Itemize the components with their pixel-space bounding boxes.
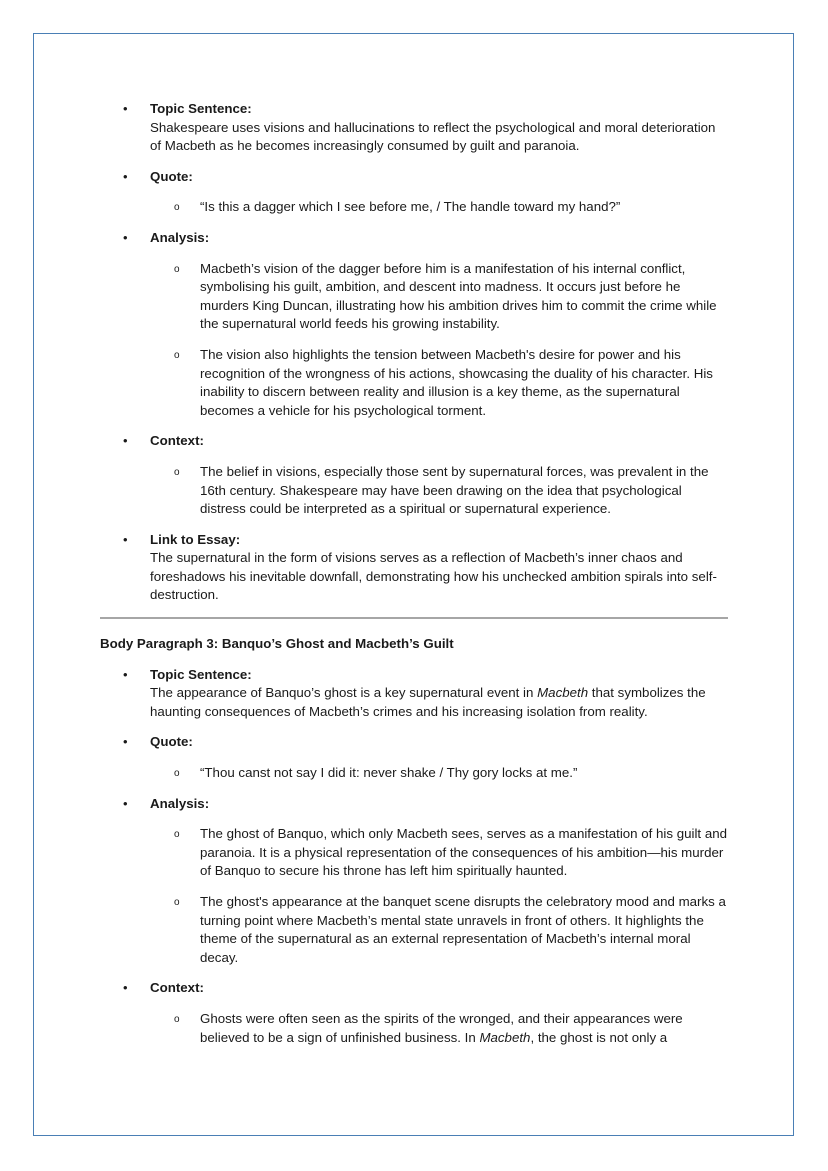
context-text: The belief in visions, especially those sent by supernatural forces, was prevalent in the 16th century. Shakespeare may have been drawing on the idea that psychological distress could be interpreted as a spiritual or supernatural experience. — [200, 463, 709, 517]
sub-bullet-icon: o — [174, 829, 180, 841]
analysis-item — [100, 229, 728, 420]
quote-item — [100, 733, 728, 782]
play-title: Macbeth — [537, 685, 589, 701]
sub-bullet-icon: o — [174, 263, 180, 275]
analysis-text: Macbeth’s vision of the dagger before him is a manifestation of his internal conflict, symbolising his guilt, ambition, and descent into madness. It occurs just before he murders King Duncan, illustrating how his ambition drives him to commit the crime while the supernatural world feeds his growing instability. — [200, 260, 717, 332]
analysis-label: Analysis: — [150, 795, 210, 811]
quote-text: “Thou canst not say I did it: never shake / Thy gory locks at me.” — [200, 765, 578, 781]
context-item — [100, 979, 728, 1047]
analysis-subitem — [100, 346, 728, 420]
topic-sentence-label: Topic Sentence: — [150, 101, 252, 116]
quote-text: “Is this a dagger which I see before me, / The handle toward my hand?” — [200, 199, 621, 215]
analysis-text: The vision also highlights the tension between Macbeth's desire for power and his recognition of the wrongness of his actions, showcasing the duality of his character. His inability to discern between reality and illusion is a key theme, as the supernatural becomes a vehicle for his psychological torment. — [200, 346, 713, 418]
topic-sentence-item — [100, 666, 728, 722]
context-label: Context: — [150, 433, 204, 449]
quote-label: Quote: — [150, 168, 193, 184]
link-to-essay-item — [100, 531, 728, 605]
analysis-text: The ghost's appearance at the banquet scene disrupts the celebratory mood and marks a turning point where Macbeth’s mental state unravels in front of others. It highlights the theme of the supernatural as an external representation of Macbeth’s internal moral decay. — [200, 894, 726, 965]
section-heading: Body Paragraph 3: Banquo’s Ghost and Macbeth’s Guilt — [100, 636, 454, 652]
context-text: Ghosts were often seen as the spirits of the wronged, and their appearances were believed to be a sign of unfinished business. In Macbeth, the ghost is not only a — [200, 1010, 683, 1045]
bullet-icon: • — [123, 666, 128, 682]
sub-bullet-icon: o — [174, 466, 180, 478]
context-label: Context: — [150, 980, 204, 996]
document-body — [100, 100, 728, 1059]
quote-subitem — [100, 198, 728, 217]
analysis-subitem — [100, 893, 728, 967]
analysis-label: Analysis: — [150, 229, 210, 245]
link-to-essay-text: The supernatural in the form of visions serves as a reflection of Macbeth’s inner chaos and foreshadows his inevitable downfall, demonstrating how his unchecked ambition spirals into self-destruction. — [150, 550, 717, 603]
section-divider — [100, 617, 728, 619]
bullet-icon: • — [123, 734, 128, 750]
sub-bullet-icon: o — [174, 768, 180, 780]
link-to-essay-label: Link to Essay: — [150, 531, 241, 547]
analysis-subitem — [100, 260, 728, 334]
topic-sentence-item — [100, 100, 728, 156]
sub-bullet-icon: o — [174, 202, 180, 214]
sub-bullet-icon: o — [174, 349, 180, 361]
bullet-icon: • — [123, 980, 128, 996]
quote-label: Quote: — [150, 734, 193, 750]
topic-sentence-text: The appearance of Banquo’s ghost is a key supernatural event in Macbeth that symbolizes the haunting consequences of Macbeth’s crimes and his increasing isolation from reality. — [150, 685, 706, 719]
analysis-item — [100, 795, 728, 968]
bullet-icon: • — [123, 531, 128, 547]
bullet-icon: • — [123, 168, 128, 184]
analysis-subitem — [100, 825, 728, 881]
sub-bullet-icon: o — [174, 897, 180, 908]
topic-sentence-label: Topic Sentence: — [150, 666, 252, 682]
play-title: Macbeth — [479, 1029, 531, 1045]
context-item — [100, 432, 728, 518]
quote-subitem — [100, 764, 728, 783]
context-subitem — [100, 1010, 728, 1047]
topic-sentence-text: Shakespeare uses visions and hallucinations to reflect the psychological and moral deterioration of Macbeth as he becomes increasingly consumed by guilt and paranoia. — [150, 119, 716, 154]
quote-item — [100, 168, 728, 217]
bullet-icon: • — [123, 795, 128, 811]
bullet-icon: • — [123, 101, 128, 116]
sub-bullet-icon: o — [174, 1013, 180, 1025]
bullet-icon: • — [123, 433, 128, 449]
context-subitem — [100, 463, 728, 519]
analysis-text: The ghost of Banquo, which only Macbeth sees, serves as a manifestation of his guilt and paranoia. It is a physical representation of the consequences of his ambition—his murder of Banquo to secure his throne has left him spiritually haunted. — [200, 826, 728, 879]
bullet-icon: • — [123, 229, 128, 245]
